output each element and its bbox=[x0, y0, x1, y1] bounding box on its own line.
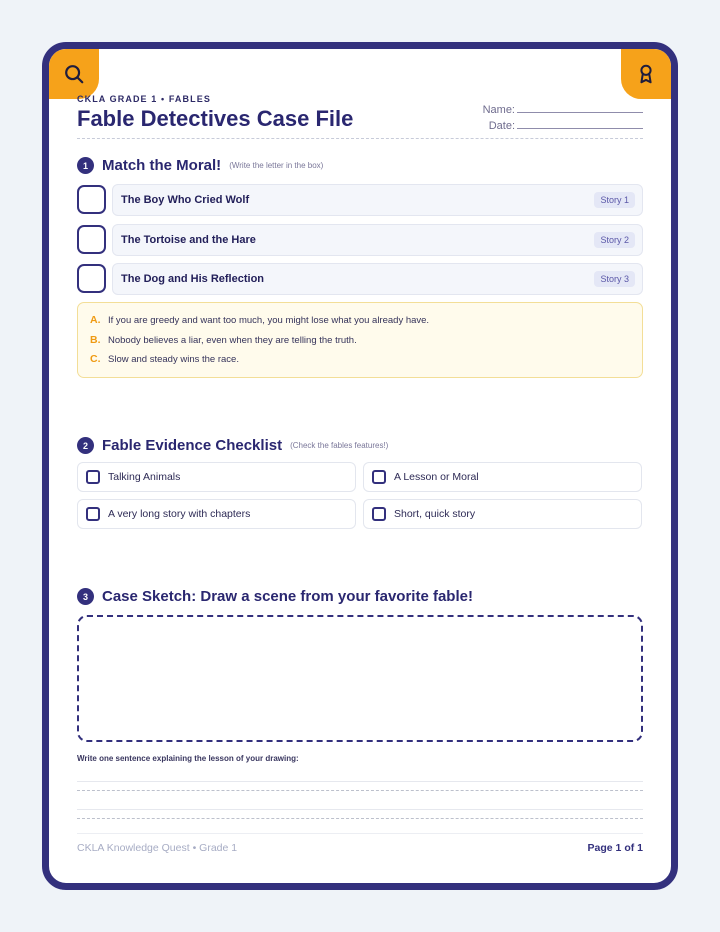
section-3-title: Case Sketch: Draw a scene from your favorite fable! bbox=[102, 588, 473, 605]
corner-tab-left bbox=[49, 49, 99, 99]
moral-text: Slow and steady wins the race. bbox=[108, 354, 239, 365]
section-2-hint: (Check the fables features!) bbox=[290, 441, 389, 450]
checklist-label: Talking Animals bbox=[108, 471, 181, 483]
moral-item bbox=[90, 353, 630, 373]
match-row bbox=[77, 225, 643, 257]
corner-tab-right bbox=[621, 49, 671, 99]
section-3-header bbox=[77, 588, 473, 605]
checklist-label: A very long story with chapters bbox=[108, 508, 251, 520]
moral-letter: B. bbox=[90, 333, 101, 346]
section-1-hint: (Write the letter in the box) bbox=[229, 161, 324, 170]
section-1-badge: 1 bbox=[77, 157, 94, 174]
moral-text: Nobody believes a liar, even when they are telling the truth. bbox=[108, 334, 357, 346]
answer-box-3[interactable] bbox=[77, 264, 106, 293]
checklist-label: A Lesson or Moral bbox=[394, 471, 479, 483]
moral-letter: C. bbox=[90, 353, 101, 365]
story-tag: Story 3 bbox=[594, 271, 635, 287]
checkbox[interactable] bbox=[372, 507, 386, 521]
story-name: The Dog and His Reflection bbox=[121, 273, 265, 285]
morals-box bbox=[77, 302, 643, 378]
checklist-item-lesson[interactable] bbox=[363, 462, 642, 492]
date-field[interactable] bbox=[483, 118, 643, 134]
grade-kicker: CKLA GRADE 1 • FABLES bbox=[77, 94, 211, 104]
sketch-area[interactable] bbox=[77, 615, 643, 742]
checklist-item-short-story[interactable] bbox=[363, 499, 642, 529]
story-card-3 bbox=[112, 263, 643, 295]
name-field[interactable] bbox=[483, 102, 643, 118]
worksheet-frame bbox=[42, 42, 678, 890]
moral-item bbox=[90, 314, 630, 334]
checklist-item-long-story[interactable] bbox=[77, 499, 356, 529]
section-3-badge: 3 bbox=[77, 588, 94, 605]
award-ribbon-icon bbox=[635, 63, 657, 85]
section-1-header bbox=[77, 157, 323, 174]
story-name: The Tortoise and the Hare bbox=[121, 234, 256, 246]
writing-line[interactable] bbox=[77, 790, 643, 791]
checkbox[interactable] bbox=[86, 470, 100, 484]
section-2-title: Fable Evidence Checklist bbox=[102, 437, 283, 454]
story-card-1 bbox=[112, 184, 643, 216]
writing-line[interactable] bbox=[77, 809, 643, 810]
writing-line[interactable] bbox=[77, 818, 643, 819]
name-date-fields bbox=[483, 102, 643, 134]
match-row bbox=[77, 264, 643, 296]
date-line bbox=[517, 118, 643, 129]
header-divider bbox=[77, 138, 643, 139]
name-label: Name: bbox=[482, 104, 515, 116]
page-number: Page 1 of 1 bbox=[587, 842, 643, 854]
story-tag: Story 1 bbox=[594, 192, 635, 208]
footer-divider bbox=[77, 833, 643, 834]
answer-box-2[interactable] bbox=[77, 225, 106, 254]
moral-item bbox=[90, 334, 630, 354]
section-1-title: Match the Moral! bbox=[102, 157, 222, 174]
search-icon bbox=[63, 63, 85, 85]
match-row bbox=[77, 185, 643, 217]
date-label: Date: bbox=[488, 120, 515, 132]
story-name: The Boy Who Cried Wolf bbox=[121, 194, 250, 206]
moral-letter: A. bbox=[90, 314, 101, 326]
checkbox[interactable] bbox=[86, 507, 100, 521]
moral-text: If you are greedy and want too much, you might lose what you already have. bbox=[108, 315, 430, 326]
section-2-header bbox=[77, 437, 388, 454]
story-tag: Story 2 bbox=[594, 232, 635, 248]
checkbox[interactable] bbox=[372, 470, 386, 484]
write-prompt: Write one sentence explaining the lesson of your drawing: bbox=[77, 754, 299, 763]
page-title: Fable Detectives Case File bbox=[77, 106, 354, 131]
answer-box-1[interactable] bbox=[77, 185, 106, 214]
name-line bbox=[517, 102, 643, 113]
story-card-2 bbox=[112, 224, 643, 256]
checklist-label: Short, quick story bbox=[394, 508, 476, 520]
writing-line[interactable] bbox=[77, 781, 643, 782]
checklist-item-talking-animals[interactable] bbox=[77, 462, 356, 492]
section-2-badge: 2 bbox=[77, 437, 94, 454]
footer-credit: CKLA Knowledge Quest • Grade 1 bbox=[77, 842, 238, 854]
